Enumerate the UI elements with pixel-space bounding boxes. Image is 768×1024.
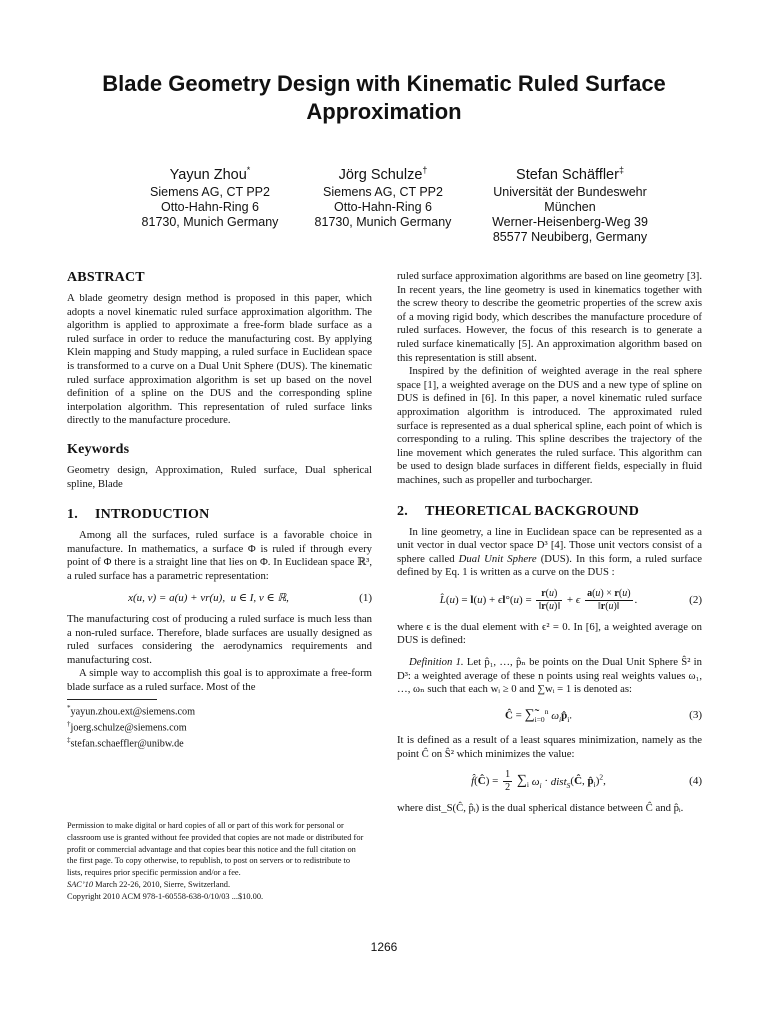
equation-2: L̂(u) = l(u) + ϵl°(u) = $\frac{r(u)}{‖r(u)‖}$ + ϵ $\frac{a(u) \times r(u)}{‖r(u)‖}$ . (2) xyxy=(439,587,702,612)
equation-1 xyxy=(67,592,372,606)
footnote-rule xyxy=(67,699,157,700)
abstract-text: A blade geometry design method is proposed in this paper, which adopts a novel kinematic ruled surface approximation algorithm. The algorithm is applied to approximate a free-form blade surface as a ruled surface in order to reduce the manufacturing cost. By applying Klein mapping and Study mapping, a ruled surface in Euclidean space is transformed to a curve on a Dual Unit Sphere (DUS). The kinematic ruled surface approximation algorithm is set up based on the novel definition of a spline on the DUS and the corresponding spline interpolation algorithm. This representation of ruled surface links directly to the manufacture procedure. xyxy=(67,292,372,427)
theory-paragraph-2: where ϵ is the dual element with ϵ² = 0. In [6], a weighted average on DUS is defined: xyxy=(397,620,702,647)
theory-paragraph-1: In line geometry, a line in Euclidean space can be represented as a unit vector in dual vector space D³ [4]. Those unit vectors consist of a sphere called Dual Unit Sphere (DUS). In this form, a ruled surface defined by Eq. 1 is written as a curve on the DUS : xyxy=(397,525,703,579)
equation-number: (1) xyxy=(359,591,372,604)
paper-title: Blade Geometry Design with Kinematic Ruled Surface Approximation xyxy=(102,71,666,124)
permission-text: Permission to make digital or hard copies of all or part of this work for personal or classroom use is granted without fee provided that copies are not made or distributed for profit or commercial advantage and that copies bear this notice and the full citation on the first page. To copy otherwise, to republish, to post on servers or to redistribute to lists, requires prior specific permission and/or a fee. xyxy=(67,821,364,878)
author-address: Werner-Heisenberg-Weg 39 xyxy=(492,215,648,229)
equation-number: (3) xyxy=(689,708,702,721)
theory-paragraph-3: It is defined as a result of a least squares minimization, namely as the point Ĉ on Ŝ² which minimizes the value: xyxy=(397,734,702,760)
venue-line: SAC’10 March 22-26, 2010, Sierre, Switzerland. xyxy=(67,879,231,889)
author-affiliation: Siemens AG, CT PP2 xyxy=(150,185,270,199)
author-address: Otto-Hahn-Ring 6 xyxy=(334,200,432,214)
intro-paragraph-1: Among all the surfaces, ruled surface is a favorable choice in manufacture. In mathematics, a surface Φ is ruled if through every point of Φ there is a straight line that lies on Φ. In Euclidean space ℝ³, a ruled surface has a parametric representation: xyxy=(67,529,372,582)
equation-number: (4) xyxy=(689,775,702,788)
inspired-paragraph: Inspired by the definition of weighted average in the real sphere space [1], a weighted average on the DUS and a new type of spline on DUS is defined in [6]. In this paper, a novel kinematic ruled surface approximation algorithm is introduced. The approximated ruled surface is represented as a dual spherical spline, each point of which is corresponding to a ruling. This spline describes the trajectory of the line movement which generates the ruled surface. This algorithm can be used to design blade surfaces in different fields, especially in fluid machines, such as propeller and turbocharger. xyxy=(397,365,702,486)
keywords-heading: Keywords xyxy=(67,441,130,457)
author-affiliation-city: München xyxy=(544,200,596,214)
author-block-3 xyxy=(455,166,685,245)
author-affiliation: Universität der Bundeswehr xyxy=(493,185,647,199)
author-name: Jörg Schulze† xyxy=(338,165,428,183)
intro-paragraph-2: The manufacturing cost of producing a ruled surface is much less than a non-ruled surface. Therefore, blade surfaces are usually designed as ruled surfaces considering the aerodynamics requirements and manufacturing cost. xyxy=(67,613,372,666)
footnote: *yayun.zhou.ext@siemens.com xyxy=(67,703,196,718)
footnote: †joerg.schulze@siemens.com xyxy=(67,720,187,734)
theory-heading: 2. THEORETICAL BACKGROUND xyxy=(397,503,640,519)
equation-1-lhs: x(u, v) = a(u) + vr(u), xyxy=(128,591,226,604)
author-city: 81730, Munich Germany xyxy=(141,215,279,229)
keywords-text: Geometry design, Approximation, Ruled surface, Dual spherical spline, Blade xyxy=(67,463,372,490)
author-address: Otto-Hahn-Ring 6 xyxy=(161,200,259,214)
copyright-line: Copyright 2010 ACM 978-1-60558-638-0/10/03 ...$10.00. xyxy=(67,891,264,901)
equation-3: Ĉ = $\sum̃_{i=0}^n$ $\omega_ip̂_i$. (3) xyxy=(504,706,702,724)
equation-number: (2) xyxy=(689,593,702,606)
footnote: ‡stefan.schaeffler@unibw.de xyxy=(67,736,184,750)
left-column xyxy=(67,270,372,751)
theory-paragraph-4: where dist_S(Ĉ, p̂ᵢ) is the dual spherical distance between Ĉ and p̂ᵢ. xyxy=(397,802,684,815)
author-block-1 xyxy=(110,166,310,230)
right-column xyxy=(397,270,702,816)
author-city: 81730, Munich Germany xyxy=(314,215,452,229)
abstract-heading: ABSTRACT xyxy=(67,270,145,285)
author-name: Yayun Zhou* xyxy=(169,165,251,183)
author-city: 85577 Neubiberg, Germany xyxy=(492,230,648,244)
page-number: 1266 xyxy=(370,940,398,954)
author-name: Stefan Schäffler‡ xyxy=(516,165,624,183)
permission-notice xyxy=(67,820,367,903)
definition-1: Definition 1. Let p̂₁, …, p̂ₙ be points on the Dual Unit Sphere Ŝ² in D³: a weighted average of these n points using real weights values ω₁, …, ωₙ such that each wᵢ ≥ 0 and ∑wᵢ = 1 is denoted as: xyxy=(397,656,703,696)
author-affiliation: Siemens AG, CT PP2 xyxy=(323,185,443,199)
equation-4: f̂(Ĉ) = $\frac{1}{2}$ $\sum_i$ $\omega_i$ · dist$_S$(Ĉ, $p̂_i)^2$, (4) xyxy=(471,769,702,794)
equation-1-condition: u ∈ I, v ∈ ℝ, xyxy=(230,591,289,604)
intro-paragraph-3: A simple way to accomplish this goal is to approximate a free-form blade surface as a ruled surface. Most of the xyxy=(67,667,372,694)
continued-paragraph: ruled surface approximation algorithms are based on line geometry [3]. In recent years, the line geometry is used in kinematics together with the screw theory to describe the geometric properties of the screw axis of a moving rigid body, which describes the manufacture procedure of ruled surfaces. However, the focus of this research is to generate a ruled surface kinematically [5]. An approximation algorithm based on this representation is still absent. xyxy=(397,270,702,364)
intro-heading: 1. INTRODUCTION xyxy=(67,507,210,523)
author-block-2 xyxy=(283,166,483,230)
